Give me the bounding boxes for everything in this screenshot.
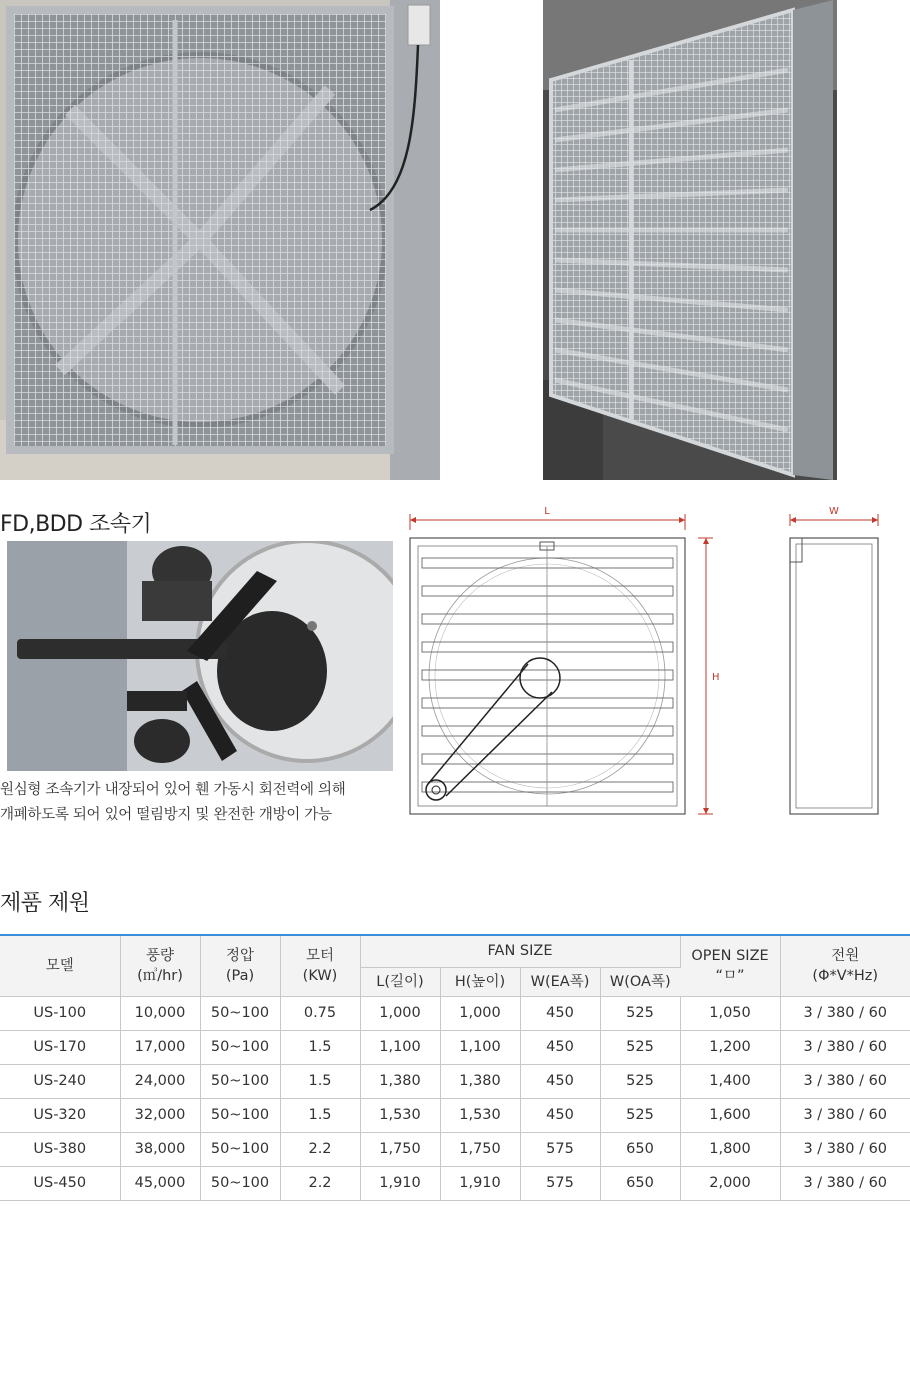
table-cell: 50~100 [200, 1030, 280, 1064]
table-cell: 1,600 [680, 1098, 780, 1132]
header-model: 모델 [0, 935, 120, 996]
table-cell: 3 / 380 / 60 [780, 1132, 910, 1166]
table-cell: 1,050 [680, 996, 780, 1030]
dimension-L-label: L [544, 506, 550, 517]
spec-table [0, 934, 910, 1201]
table-cell: 450 [520, 1064, 600, 1098]
table-cell: 17,000 [120, 1030, 200, 1064]
spec-title: 제품 제원 [0, 891, 90, 916]
table-cell: 2.2 [280, 1166, 360, 1200]
table-cell: 3 / 380 / 60 [780, 1098, 910, 1132]
table-cell: US-450 [0, 1166, 120, 1200]
dimension-W-label: W [829, 506, 839, 517]
table-cell: 575 [520, 1132, 600, 1166]
header-length: L(길이) [360, 967, 440, 996]
table-row [0, 1166, 910, 1200]
header-height: H(높이) [440, 967, 520, 996]
table-cell: 1,910 [440, 1166, 520, 1200]
table-cell: 3 / 380 / 60 [780, 1030, 910, 1064]
description-line-2: 개폐하도록 되어 있어 떨림방지 및 완전한 개방이 가능 [0, 807, 332, 823]
table-cell: 1,530 [360, 1098, 440, 1132]
description-line-1: 원심형 조속기가 내장되어 있어 휀 가동시 회전력에 의해 [0, 782, 346, 798]
table-cell: 525 [600, 1098, 680, 1132]
table-cell: 1,750 [360, 1132, 440, 1166]
table-cell: 1,380 [360, 1064, 440, 1098]
front-view-diagram [400, 500, 730, 820]
table-cell: 450 [520, 1098, 600, 1132]
table-cell: 1,100 [360, 1030, 440, 1064]
table-row [0, 1030, 910, 1064]
table-cell: 50~100 [200, 1166, 280, 1200]
table-cell: 50~100 [200, 1064, 280, 1098]
header-fan-size: FAN SIZE [360, 935, 680, 967]
table-cell: 2,000 [680, 1166, 780, 1200]
table-cell: 10,000 [120, 996, 200, 1030]
table-cell: 1,200 [680, 1030, 780, 1064]
dimension-H-label: H [712, 672, 720, 683]
table-cell: US-320 [0, 1098, 120, 1132]
table-cell: 3 / 380 / 60 [780, 996, 910, 1030]
table-cell: 50~100 [200, 1098, 280, 1132]
table-cell: 38,000 [120, 1132, 200, 1166]
table-cell: 0.75 [280, 996, 360, 1030]
table-cell: US-380 [0, 1132, 120, 1166]
table-cell: 1,000 [360, 996, 440, 1030]
table-cell: 3 / 380 / 60 [780, 1064, 910, 1098]
table-cell: 525 [600, 1064, 680, 1098]
header-pressure: 정압 (Pa) [200, 935, 280, 996]
table-cell: 1,750 [440, 1132, 520, 1166]
table-cell: 575 [520, 1166, 600, 1200]
header-open-size: OPEN SIZE “ㅁ” [680, 935, 780, 996]
table-cell: 1,380 [440, 1064, 520, 1098]
table-cell: 3 / 380 / 60 [780, 1166, 910, 1200]
header-airflow: 풍량 (㎥/hr) [120, 935, 200, 996]
table-cell: 450 [520, 1030, 600, 1064]
table-cell: 1.5 [280, 1030, 360, 1064]
header-power: 전원 (Φ*V*Hz) [780, 935, 910, 996]
table-cell: 32,000 [120, 1098, 200, 1132]
section-title: FD,BDD 조속기 [0, 512, 152, 537]
table-row [0, 1064, 910, 1098]
header-motor: 모터 (KW) [280, 935, 360, 996]
table-cell: 45,000 [120, 1166, 200, 1200]
table-cell: 1,400 [680, 1064, 780, 1098]
governor-photo [7, 541, 393, 771]
table-row [0, 1132, 910, 1166]
table-cell: US-240 [0, 1064, 120, 1098]
table-row [0, 1098, 910, 1132]
table-cell: 1,100 [440, 1030, 520, 1064]
table-cell: 525 [600, 996, 680, 1030]
table-cell: 650 [600, 1132, 680, 1166]
fan-photo-side [543, 0, 837, 480]
table-cell: 1,910 [360, 1166, 440, 1200]
table-cell: 2.2 [280, 1132, 360, 1166]
table-cell: 450 [520, 996, 600, 1030]
side-view-diagram [780, 500, 890, 820]
header-width-oa: W(OA폭) [600, 967, 680, 996]
table-cell: 1.5 [280, 1064, 360, 1098]
table-cell: 24,000 [120, 1064, 200, 1098]
table-cell: 525 [600, 1030, 680, 1064]
table-cell: 1,530 [440, 1098, 520, 1132]
table-row [0, 996, 910, 1030]
table-cell: 1.5 [280, 1098, 360, 1132]
table-cell: 1,000 [440, 996, 520, 1030]
table-cell: 1,800 [680, 1132, 780, 1166]
header-width-ea: W(EA폭) [520, 967, 600, 996]
table-cell: 50~100 [200, 1132, 280, 1166]
table-cell: US-170 [0, 1030, 120, 1064]
table-cell: 650 [600, 1166, 680, 1200]
table-cell: US-100 [0, 996, 120, 1030]
governor-description [0, 778, 345, 828]
table-cell: 50~100 [200, 996, 280, 1030]
fan-photo-front [0, 0, 440, 480]
